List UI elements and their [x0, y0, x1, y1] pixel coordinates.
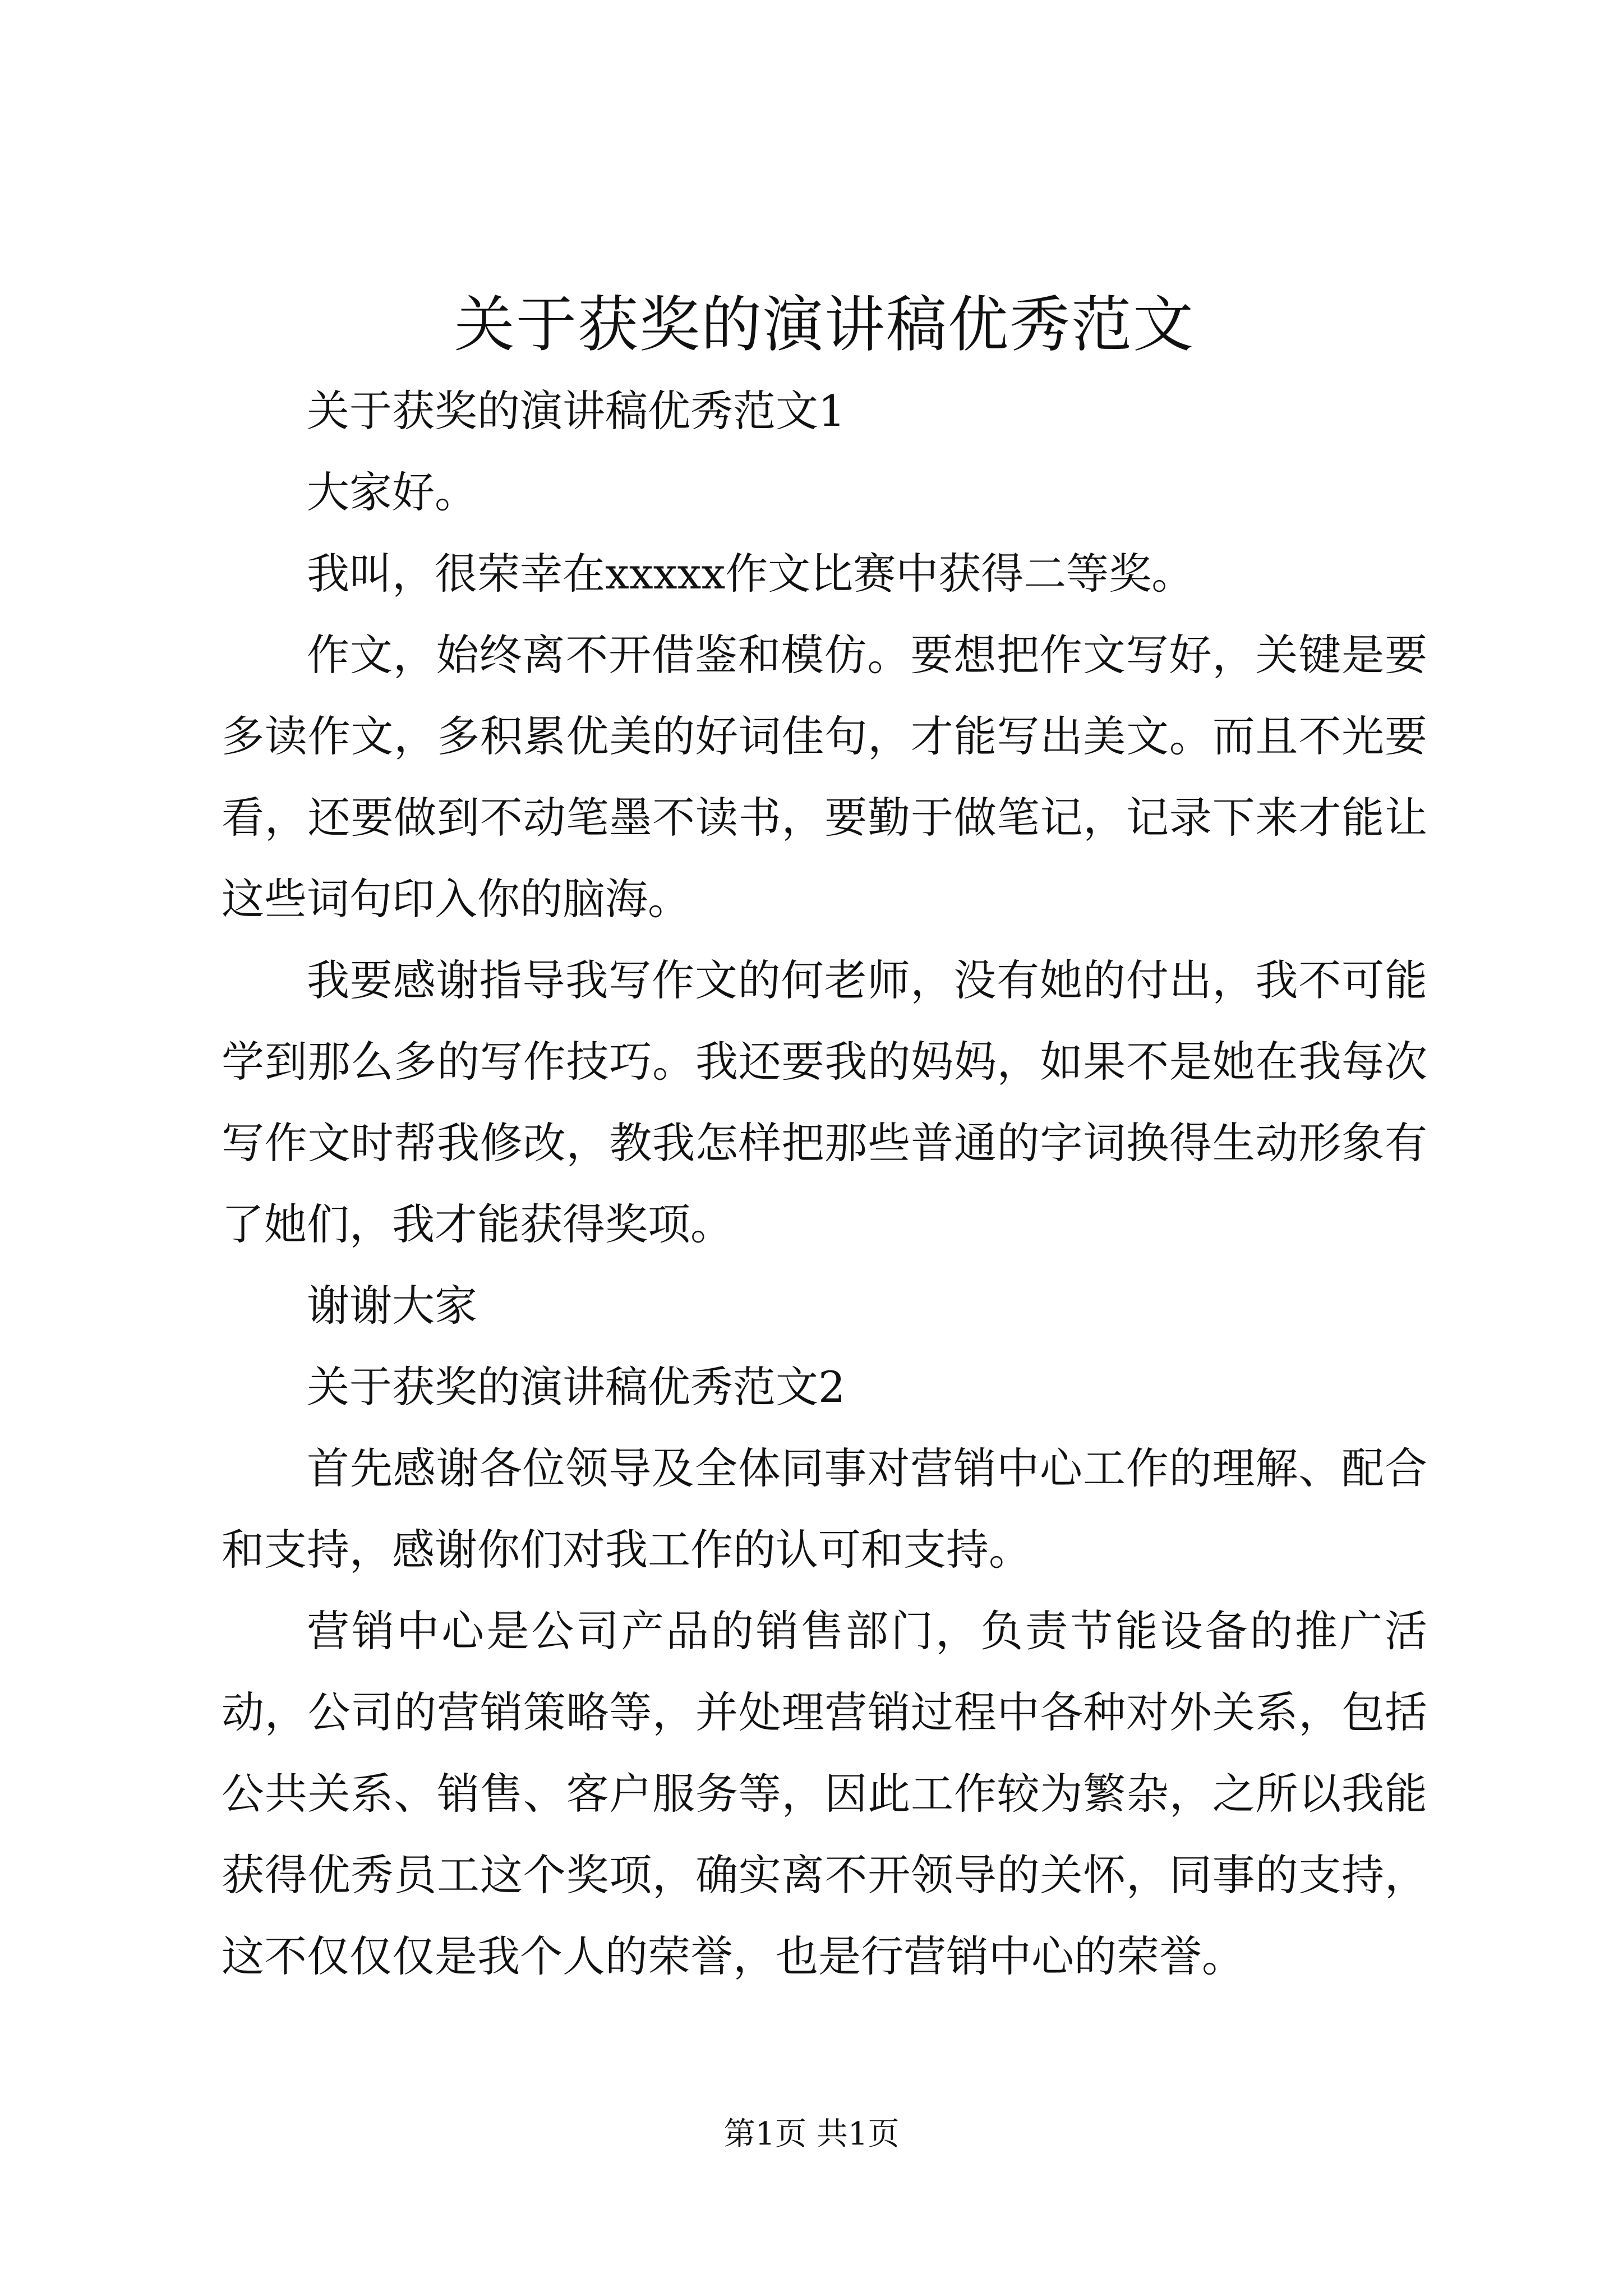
- paragraph-marketing-center: 营销中心是公司产品的销售部门，负责节能设备的推广活动，公司的营销策略等，并处理营销过程中各种对外关系，包括公共关系、销售、客户服务等，因此工作较为繁杂，之所以我能获得优秀员工这个奖项，确实离不开领导的关怀，同事的支持，这不仅仅仅是我个人的荣誉，也是行营销中心的荣誉。: [222, 1606, 1427, 1981]
- paragraph-thanks-teacher: 我要感谢指导我写作文的何老师，没有她的付出，我不可能学到那么多的写作技巧。我还要我的妈妈，如果不是她在我每次写作文时帮我修改，教我怎样把那些普通的字词换得生动形象有了她们，我才能获得奖项。: [222, 955, 1427, 1249]
- paragraph-thanks-colleagues: 首先感谢各位领导及全体同事对营销中心工作的理解、配合和支持，感谢你们对我工作的认可和支持。: [222, 1443, 1427, 1575]
- paragraph-writing-advice: 作文，始终离不开借鉴和模仿。要想把作文写好，关键是要多读作文，多积累优美的好词佳句，才能写出美文。而且不光要看，还要做到不动笔墨不读书，要勤于做笔记，记录下来才能让这些词句印入你的脑海。: [222, 630, 1427, 924]
- paragraph-greeting: 大家好。: [307, 467, 477, 517]
- document-title: 关于获奖的演讲稿优秀范文: [454, 290, 1195, 360]
- document-body: [222, 280, 1427, 1997]
- paragraph-closing: 谢谢大家: [307, 1281, 477, 1331]
- page-footer: 第1页 共1页: [723, 2116, 900, 2152]
- paragraph-intro: 我叫，很荣幸在xxxxx作文比赛中获得二等奖。: [307, 549, 1195, 599]
- paragraph-heading-1: 关于获奖的演讲稿优秀范文1: [307, 386, 846, 436]
- paragraph-heading-2: 关于获奖的演讲稿优秀范文2: [307, 1362, 846, 1412]
